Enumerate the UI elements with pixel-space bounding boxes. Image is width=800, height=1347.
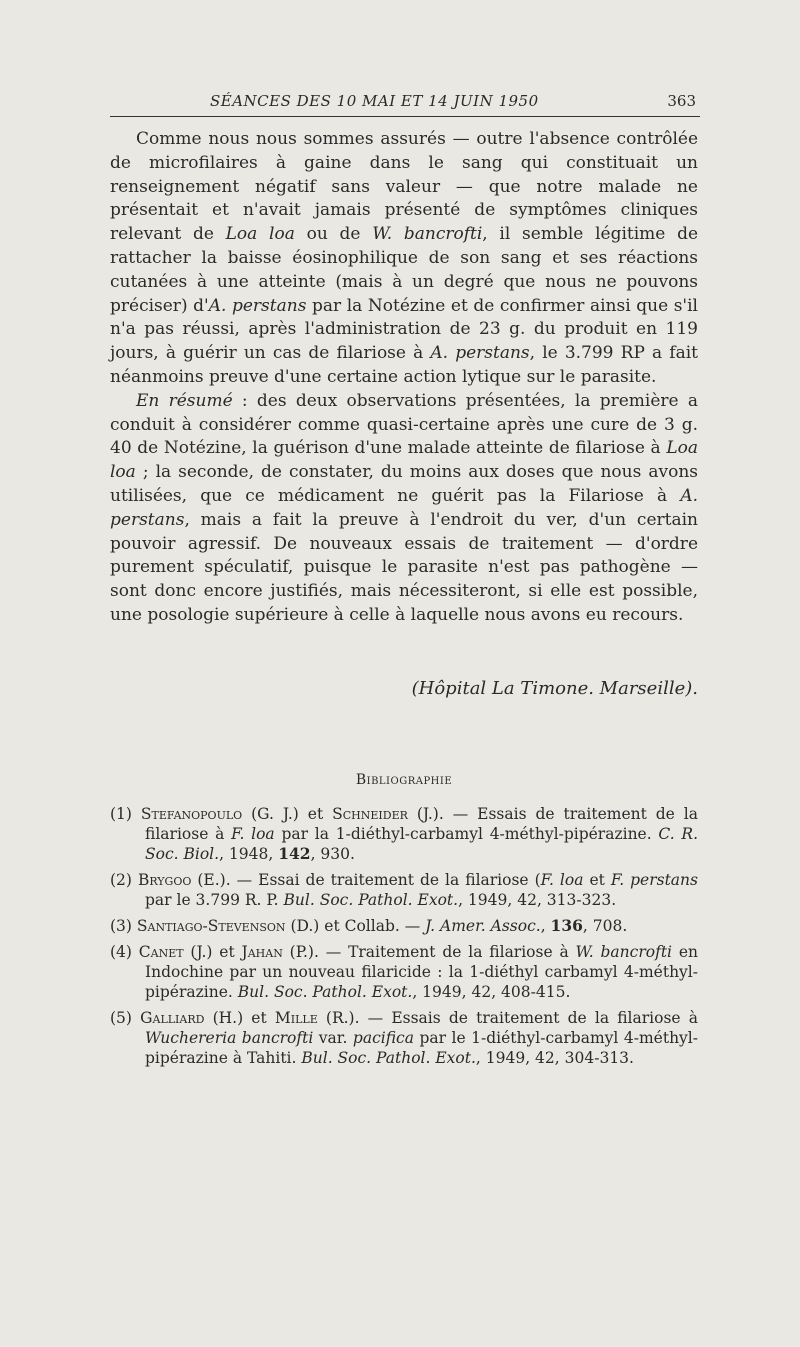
text-run: : des deux observations présentées, la première a conduit à considérer comme quasi-certaine après une cure de 3 g. 40 de Notézine, la guérison d'une malade atteinte de filariose à	[110, 390, 698, 459]
bib-entry-4	[110, 942, 698, 1002]
author: Jahan	[241, 943, 283, 961]
entry-number: (3)	[110, 917, 137, 935]
species-name: W. bancrofti	[575, 943, 672, 961]
text-run: , 1949, 42, 408-415.	[412, 983, 571, 1001]
species-name: Loa loa	[110, 438, 698, 483]
text-run: (J.). — Essais de traitement de la filariose à	[145, 805, 698, 843]
text-run: , il semble légitime de rattacher la baisse éosinophilique de son sang et ses réactions cutanées à une atteinte (mais à un degré que nous ne pouvons préciser) d'	[110, 224, 699, 316]
species-name: A. perstans	[208, 295, 307, 316]
text-run: , le 3.799 RP a fait néanmoins preuve d'une certaine action lytique sur le parasite.	[110, 343, 698, 387]
author: Santiago-Stevenson	[136, 917, 286, 935]
species-name: F. loa	[540, 871, 584, 889]
main-text	[110, 128, 698, 628]
entry-number: (2)	[110, 871, 138, 889]
text-run: en Indochine par un nouveau filaricide : la 1-diéthyl carbamyl 4-méthyl-pipérazine.	[145, 943, 698, 1001]
entry-number: (5)	[110, 1009, 141, 1027]
journal: Bul. Soc. Pathol. Exot.	[283, 891, 459, 909]
author: Stefanopoulo	[140, 805, 243, 823]
page-number: 363	[667, 92, 696, 110]
text-run: , mais a fait la preuve à l'endroit du ver, d'un certain pouvoir agressif. De nouveaux essais de traitement — d'ordre purement spéculatif, puisque le parasite n'est pas pathogène — sont donc encore justifiés, mais nécessiteront, si elle est possible, une posologie supérieure à celle à laquelle nous avons eu recours.	[110, 509, 698, 625]
entry-number: (1)	[110, 805, 141, 823]
volume: 136	[550, 916, 583, 935]
text-run: (H.) et	[204, 1009, 275, 1027]
bib-entry-2	[110, 870, 698, 910]
species-name: F. perstans	[610, 871, 698, 889]
affiliation-signature: (Hôpital La Timone. Marseille).	[411, 678, 698, 699]
journal: Bul. Soc. Pathol. Exot.	[237, 983, 413, 1001]
volume: 142	[278, 844, 311, 863]
bib-entry-5	[110, 1008, 698, 1068]
text-run: (D.) et Collab. —	[285, 917, 426, 935]
journal: C. R. Soc. Biol.	[145, 825, 699, 863]
species-name: F. loa	[231, 825, 275, 843]
bib-entry-1	[110, 804, 698, 864]
entry-number: (4)	[110, 943, 139, 961]
text-run: et	[583, 871, 611, 889]
text-run: (R.). — Essais de traitement de la filariose à	[317, 1009, 698, 1027]
text-run: (G. J.) et	[242, 805, 333, 823]
text-run: ou de	[294, 224, 373, 245]
species-name: A. perstans	[110, 485, 698, 530]
page-header	[110, 92, 700, 117]
paragraph-1	[110, 128, 698, 390]
species-name: Wuchereria bancrofti	[145, 1029, 314, 1047]
author: Canet	[138, 943, 184, 961]
text-run: , 1949, 42, 304-313.	[475, 1049, 634, 1067]
author: Galliard	[140, 1009, 205, 1027]
text-run: ; la seconde, de constater, du moins aux doses que nous avons utilisées, que ce médicament ne guérit pas la Filariose à	[110, 462, 698, 506]
running-title: SÉANCES DES 10 MAI ET 14 JUIN 1950	[210, 92, 539, 110]
author: Brygoo	[137, 871, 192, 889]
text-run: , 708.	[582, 917, 628, 935]
bibliography-title: Bibliographie	[355, 772, 453, 788]
species-name: A. perstans	[430, 343, 530, 364]
text-run: var.	[313, 1029, 353, 1047]
author: Schneider	[332, 805, 408, 823]
summary-label: En résumé	[136, 390, 233, 411]
text-run: , 930.	[310, 845, 355, 863]
species-name: W. bancrofti	[372, 224, 483, 245]
bibliography-list	[110, 804, 698, 1074]
text-run: par la 1-diéthyl-carbamyl 4-méthyl-pipérazine.	[274, 825, 659, 843]
journal: J. Amer. Assoc.	[425, 917, 541, 935]
text-run: , 1948,	[219, 845, 279, 863]
text-run: par le 3.799 R. P.	[145, 891, 284, 909]
paragraph-2	[110, 390, 698, 628]
text-run: , 1949, 42, 313-323.	[458, 891, 617, 909]
text-run: par la Notézine et de confirmer ainsi que s'il n'a pas réussi, après l'administration de 23 g. du produit en 119 jours, à guérir un cas de filariose à	[110, 295, 698, 364]
text-run: (J.) et	[183, 943, 242, 961]
author: Mille	[274, 1009, 318, 1027]
species-name: pacifica	[352, 1029, 414, 1047]
species-name: Loa loa	[225, 224, 295, 245]
text-run: ,	[540, 917, 551, 935]
text-run: par le 1-diéthyl-carbamyl 4-méthyl-pipérazine à Tahiti.	[145, 1029, 698, 1067]
journal: Bul. Soc. Pathol. Exot.	[301, 1049, 476, 1067]
text-run: (E.). — Essai de traitement de la filariose (	[191, 871, 541, 889]
text-run: (P.). — Traitement de la filariose à	[282, 943, 576, 961]
bib-entry-3	[110, 916, 698, 936]
text-run: Comme nous nous sommes assurés — outre l'absence contrôlée de microfilaires à gaine dans le sang qui constituait un renseignement négatif sans valeur — que notre malade ne présentait et n'avait jamais présenté de symptômes cliniques relevant de	[110, 129, 698, 245]
